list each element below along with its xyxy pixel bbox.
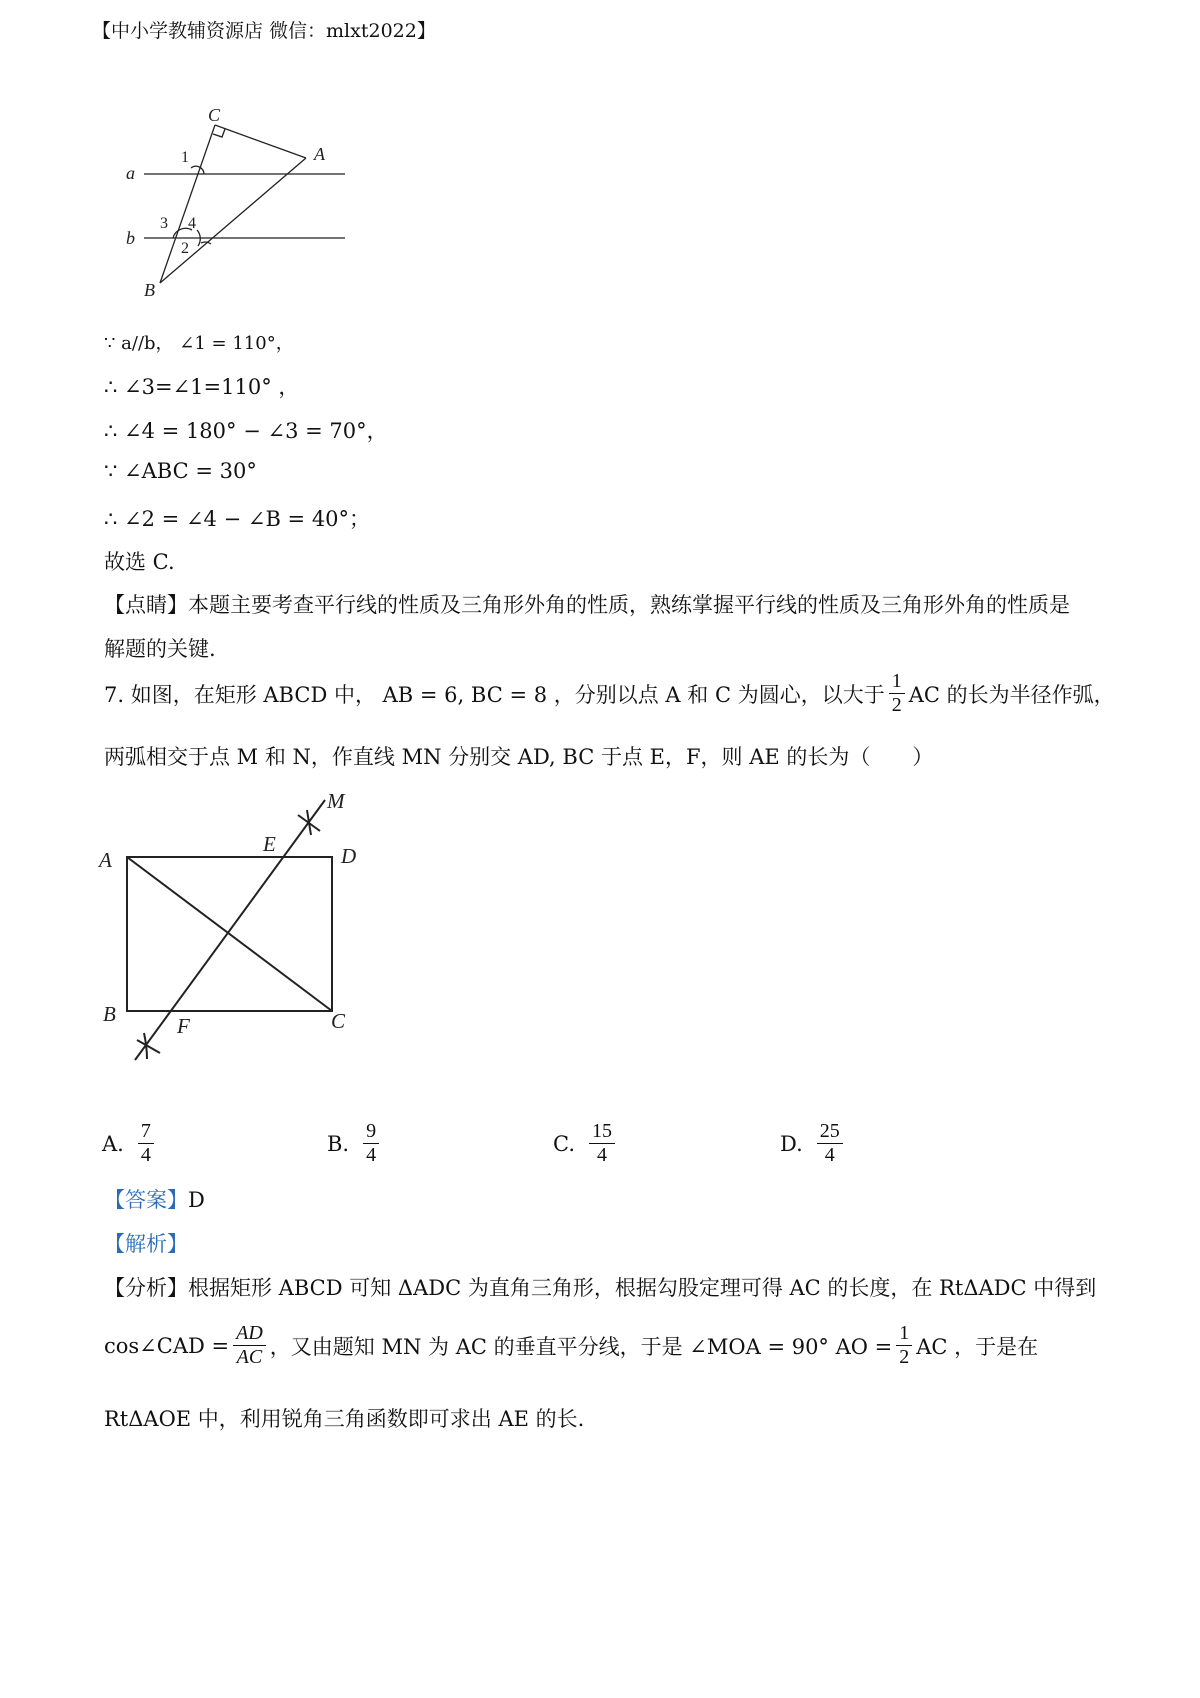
option-a[interactable]	[102, 1120, 158, 1167]
cos-num: AD	[233, 1322, 266, 1346]
label-A2: A	[99, 848, 112, 872]
q7-text-a: 7. 如图，在矩形 ABCD 中， AB = 6, BC = 8 ，分别以点 A 和 C 为圆心，以大于	[104, 682, 885, 707]
option-c-letter: C.	[553, 1131, 575, 1156]
dianjing-line-2: 解题的关键.	[104, 637, 216, 661]
header-source: 【中小学教辅资源店 微信：mlxt2022】	[92, 20, 436, 42]
dianjing-line-1: 【点睛】本题主要考查平行线的性质及三角形外角的性质，熟练掌握平行线的性质及三角形外角的性质是	[104, 593, 1070, 617]
label-b: b	[126, 228, 135, 248]
option-b-den: 4	[366, 1144, 377, 1166]
label-C2: C	[331, 1009, 346, 1033]
option-b-num: 9	[363, 1120, 379, 1144]
step-2: ∴ ∠3=∠1=110° ，	[104, 375, 300, 399]
label-F: F	[177, 1014, 190, 1038]
option-a-letter: A.	[102, 1131, 124, 1156]
option-a-den: 4	[140, 1144, 151, 1166]
step-1: ∵ a//b， ∠1 = 110°，	[104, 333, 294, 354]
answer-value: D	[188, 1188, 205, 1212]
analysis-label: 【解析】	[104, 1232, 188, 1256]
label-angle-1: 1	[181, 149, 189, 166]
step-3: ∴ ∠4 = 180° − ∠3 = 70°，	[104, 419, 388, 443]
question-7-line-1	[104, 670, 1115, 717]
label-angle-2: 2	[181, 240, 189, 257]
cos-fraction	[233, 1322, 266, 1369]
option-d[interactable]	[780, 1120, 847, 1167]
option-c-fraction	[589, 1120, 615, 1167]
fenxi-line-2	[104, 1322, 1038, 1369]
q7-frac-num: 1	[889, 670, 905, 694]
option-b-letter: B.	[327, 1131, 350, 1156]
half-fraction	[896, 1322, 912, 1369]
label-angle-4: 4	[188, 215, 196, 232]
half-den: 2	[899, 1346, 910, 1368]
label-C: C	[208, 105, 221, 125]
answer-label: 【答案】	[104, 1188, 188, 1212]
figure-parallel-lines	[118, 100, 358, 305]
option-a-fraction	[138, 1120, 154, 1167]
cos-den: AC	[236, 1346, 263, 1368]
half-num: 1	[896, 1322, 912, 1346]
label-M: M	[327, 789, 345, 813]
option-b-fraction	[363, 1120, 379, 1167]
label-E: E	[263, 832, 276, 856]
label-a: a	[126, 163, 135, 183]
q7-frac-den: 2	[891, 694, 902, 716]
step-6: 故选 C.	[104, 550, 175, 574]
step-5: ∴ ∠2 = ∠4 − ∠B = 40°；	[104, 507, 371, 531]
option-d-den: 4	[824, 1144, 835, 1166]
figure-rectangle	[95, 785, 370, 1070]
label-B: B	[144, 280, 155, 300]
label-A: A	[314, 144, 325, 164]
option-c-den: 4	[597, 1144, 607, 1166]
option-c-num: 15	[589, 1120, 615, 1144]
option-c[interactable]	[553, 1120, 619, 1167]
cos-suffix: AC ，于是在	[916, 1334, 1039, 1359]
label-angle-3: 3	[160, 215, 168, 232]
option-d-letter: D.	[780, 1131, 803, 1156]
cos-mid: ，又由题知 MN 为 AC 的垂直平分线，于是 ∠MOA = 90° AO =	[269, 1334, 893, 1359]
option-b[interactable]	[327, 1120, 383, 1167]
label-B2: B	[103, 1002, 116, 1026]
option-d-fraction	[817, 1120, 843, 1167]
step-4: ∵ ∠ABC = 30°	[104, 459, 257, 483]
question-7-line-2: 两弧相交于点 M 和 N，作直线 MN 分别交 AD, BC 于点 E，F，则 AE 的长为（ ）	[104, 745, 934, 769]
option-d-num: 25	[817, 1120, 843, 1144]
option-a-num: 7	[138, 1120, 154, 1144]
q7-text-b: AC 的长为半径作弧，	[908, 682, 1115, 707]
cos-prefix: cos∠CAD =	[104, 1333, 230, 1358]
label-D: D	[341, 844, 357, 868]
answer-line	[104, 1184, 205, 1214]
fenxi-line-1: 【分析】根据矩形 ABCD 可知 ΔADC 为直角三角形，根据勾股定理可得 AC 的长度，在 RtΔADC 中得到	[104, 1276, 1097, 1300]
fenxi-line-3: RtΔAOE 中，利用锐角三角函数即可求出 AE 的长.	[104, 1407, 585, 1431]
q7-fraction	[889, 670, 905, 717]
